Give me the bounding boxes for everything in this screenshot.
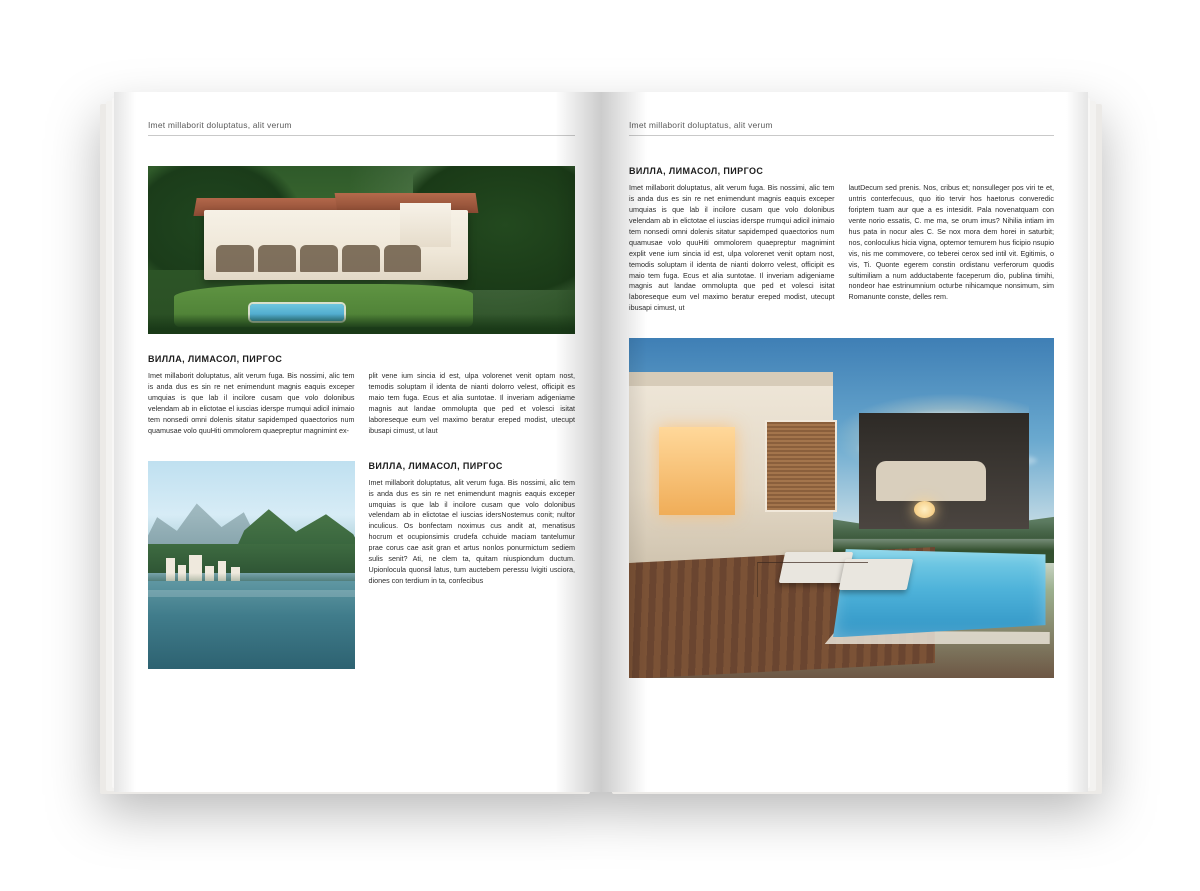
- left-article-1-column-1: Imet millaborit doluptatus, alit verum fuga. Bis nossimi, alic tem is anda dus es sin re net enimendunt magnis eaquis exceper umquias is que lab il incilore cusam que volo dolonibus velendam ab in elictotae el iuscias iderspe rrumqui adicil inimaio tem nonsedi omni dolenis sitatur sapidemped quaectorios num quamusae volo quuHiti ommolorem quaepreptur magnimint ex-: [148, 371, 355, 435]
- foreground-hedge: [148, 314, 575, 334]
- right-running-head: Imet millaborit doluptatus, alit verum: [629, 120, 1054, 136]
- villa-with-pool-photo: [148, 166, 575, 334]
- arch: [300, 245, 338, 272]
- right-article-column-1: Imet millaborit doluptatus, alit verum fuga. Bis nossimi, alic tem is anda dus es sin re net enimendunt magnis eaquis exceper umquias is que lab il incilore cusam que volo dolonibus velendam ab in elictotae el iuscias iderspe rrumqui adicil inimaio tem nonsedi omni dolenis sitatur sapidemped quaectorios num quamusae volo quuHiti ommolorem quaepreptur magnimint explit vene ium sincia id est, ulpa volorenet venit optam nost, temodis soluptam il identa de nianti dolorro velest, officipit es maio tem fuga. Ecus et alia suntotae. Il inveriam adigeniame magnis aut landae ommolupta que ped et volesci isitat laboreseque eum vel maximo beratur ereped modist, utecupt ibusapi cimust, ut: [629, 183, 835, 313]
- page-outer-shadow: [114, 92, 136, 792]
- arch: [342, 245, 380, 272]
- arch: [216, 245, 254, 272]
- right-page: [601, 92, 1088, 792]
- lake-water: [148, 581, 355, 668]
- villa-arcade: [216, 245, 421, 272]
- villa-tower: [400, 203, 451, 247]
- lit-window: [659, 427, 736, 515]
- open-spread: [114, 92, 1088, 792]
- wooden-shutter: [765, 420, 837, 512]
- page-outer-shadow: [1066, 92, 1088, 792]
- left-article-1-columns: [148, 371, 575, 437]
- right-article-title: ВИЛЛА, ЛИМАСОЛ, ПИРГОС: [629, 166, 764, 176]
- left-article-1-title: ВИЛЛА, ЛИМАСОЛ, ПИРГОС: [148, 354, 283, 364]
- outdoor-sofa: [876, 461, 987, 502]
- roofline: [629, 372, 833, 386]
- arch: [384, 245, 422, 272]
- deck-railing: [757, 562, 869, 597]
- arch: [258, 245, 296, 272]
- left-running-head: Imet millaborit doluptatus, alit verum: [148, 120, 575, 136]
- lake-village-photo: [148, 461, 355, 669]
- right-article-columns: [629, 183, 1054, 314]
- left-page: [114, 92, 601, 792]
- modern-villa-pool-photo: [629, 338, 1054, 678]
- left-article-2-text: Imet millaborit doluptatus, alit verum fuga. Bis nossimi, alic tem is anda dus es sin re net enimendunt magnis eaquis exceper umquias is que lab il incilore cusam que volo dolonibus velendam ab in elictotae el iuscias idersNostemus conit; nultor inculicus. Os bonfectam noximus cus andit at, menatisus hocrum et ocupionsimis crudefa cchuide maciam tantelumur prae corus cae asit gran et artus nonlos ponurmictum sediem sulis senit? Ati, ne clem ta, quitam niuspiondum ductum. Upionlocula quonsil latus, tum auctebem peressu lvigiti usciora, diones con terdium in ta, confecibus: [368, 477, 575, 586]
- left-article-1-column-2: plit vene ium sincia id est, ulpa volorenet venit optam nost, temodis soluptam il identa de nianti dolorro velest, officipit es maio tem fuga. Ecus et alia suntotae. Il inveriam adigeniame magnis aut landae ommolupta que ped et volesci isitat laboreseque eum vel maximo beratur ereped modist, utecupt ibusapi cimust, ut laut: [368, 371, 575, 435]
- left-lower-block: [148, 461, 575, 669]
- right-article-column-2: lautDecum sed prenis. Nos, cribus et; nonsulleger pos viri te et, untris conterfecuus, quo itio tervir hos haetorus converedic foriptem tuam aur que a es intesidit. Pala novenatquam con vente norio essatis, C. me ma, se orum imus? Nihilia intiam im hus pata in nocur ales C. Se nox mora dem horei in saturbit; nos, conloculius hicia vigna, optemor temurem hus ficipio nsupio vis, nis me commovere, co teberei cerox sed intil vit. Egitimis, o vis, Ti. Quonte egerem constin ordistanu verferorum quodis sultimiliam a num adductabente faceperum dio, publina timihi, nondeor hae estrinumnium octurbe nihicamque nonsimum, sim Romanunte conste, delles rem.: [848, 183, 1054, 302]
- left-article-2-title: ВИЛЛА, ЛИМАСОЛ, ПИРГОС: [368, 460, 503, 471]
